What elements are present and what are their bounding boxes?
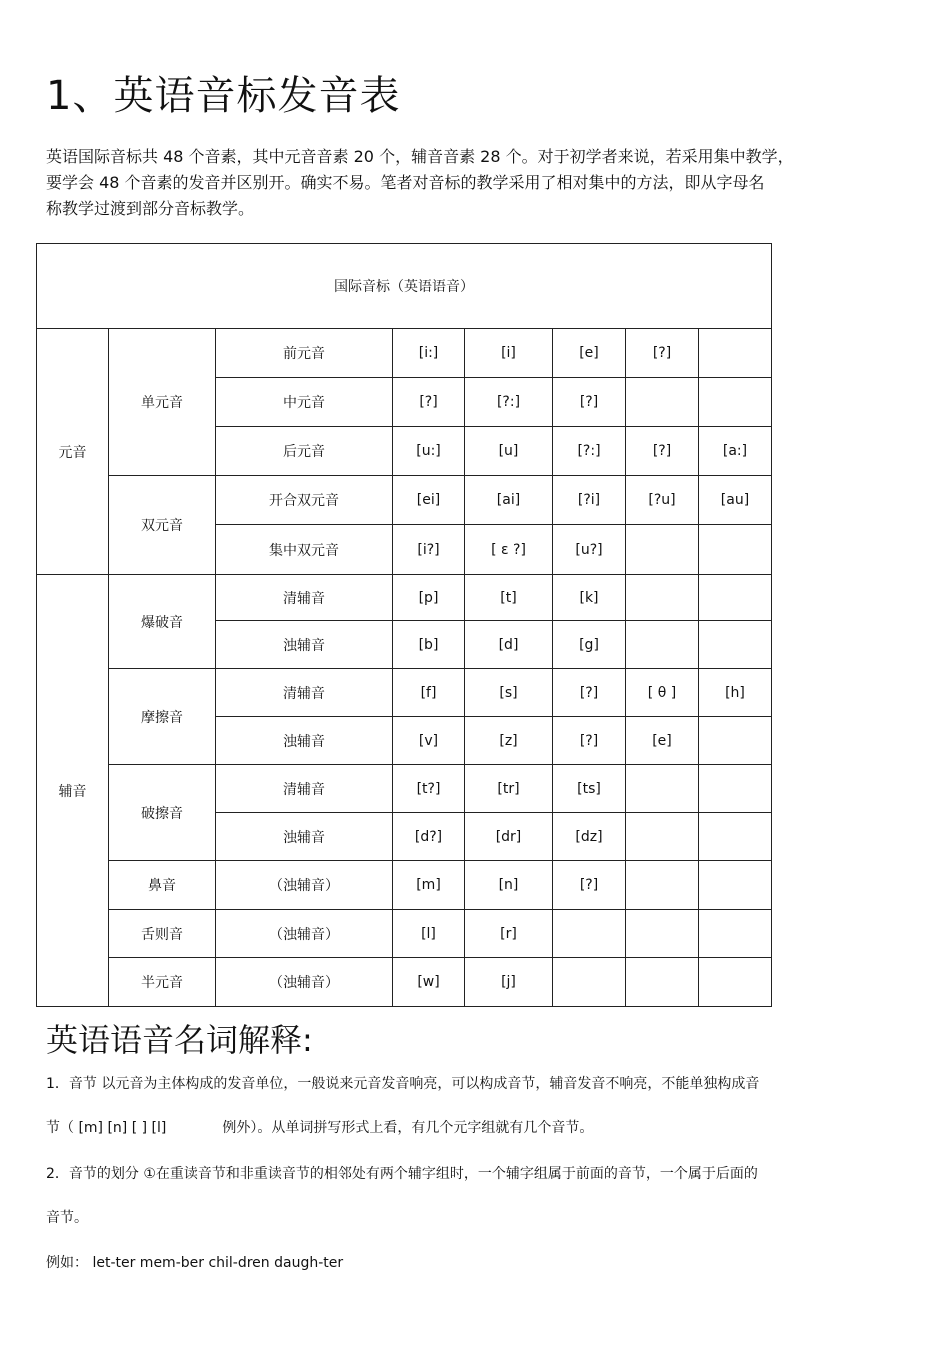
phoneme-cell: [?] [553,717,626,765]
phoneme-cell [699,717,772,765]
table-row [37,476,772,525]
paragraph-fragment: 节（ [m] [n] [ ] [l] [46,1120,167,1136]
phoneme-cell [699,525,772,575]
phoneme-cell: [f] [393,669,465,717]
phoneme-cell: [ei] [393,476,465,525]
phoneme-cell: [ai] [465,476,553,525]
phoneme-cell: [a:] [699,427,772,476]
phoneme-cell [699,813,772,861]
phoneme-cell: [ θ ] [626,669,699,717]
phoneme-cell: [p] [393,575,465,621]
section-heading: 英语语音名词解释: [46,1021,313,1059]
phoneme-cell [699,861,772,910]
subcategory-cell: （浊辅音） [216,958,393,1007]
subcategory-cell: （浊辅音） [216,861,393,910]
phoneme-cell [626,765,699,813]
intro-line: 称教学过渡到部分音标教学。 [46,199,255,218]
table-row [37,329,772,378]
phoneme-cell: [e] [553,329,626,378]
phoneme-cell: [?] [626,427,699,476]
phoneme-cell [626,378,699,427]
table-row [37,861,772,910]
category-cell: 摩擦音 [109,669,216,765]
phoneme-cell: [k] [553,575,626,621]
subcategory-cell: 集中双元音 [216,525,393,575]
phoneme-cell: [b] [393,621,465,669]
category-cell: 鼻音 [109,861,216,910]
phoneme-cell: [ts] [553,765,626,813]
phoneme-cell [699,765,772,813]
intro-line: 英语国际音标共 48 个音素，其中元音音素 20 个，辅音音素 28 个。对于初学者来说，若采用集中教学， [46,147,794,166]
phoneme-cell [699,621,772,669]
phoneme-cell: [w] [393,958,465,1007]
phoneme-cell: [tr] [465,765,553,813]
subcategory-cell: 清辅音 [216,765,393,813]
table-row [37,910,772,958]
category-cell: 单元音 [109,329,216,476]
phoneme-cell [626,910,699,958]
phoneme-cell [626,861,699,910]
paragraph-line: 音节。 [46,1210,88,1226]
page-title: 1、英语音标发音表 [46,73,401,119]
phoneme-cell [553,910,626,958]
phoneme-cell: [?:] [553,427,626,476]
intro-line: 要学会 48 个音素的发音并区别开。确实不易。笔者对音标的教学采用了相对集中的方法，即从字母名 [46,173,765,192]
phoneme-cell: [au] [699,476,772,525]
phoneme-cell: [r] [465,910,553,958]
phoneme-cell: [?] [553,669,626,717]
category-cell: 爆破音 [109,575,216,669]
phoneme-cell: [t?] [393,765,465,813]
phoneme-cell: [u:] [393,427,465,476]
phoneme-cell: [h] [699,669,772,717]
phoneme-cell: [?] [553,378,626,427]
phoneme-cell [699,958,772,1007]
table-row [37,958,772,1007]
phoneme-cell: [j] [465,958,553,1007]
phoneme-cell: [?u] [626,476,699,525]
phoneme-cell: [n] [465,861,553,910]
category-cell: 双元音 [109,476,216,575]
subcategory-cell: 清辅音 [216,669,393,717]
phoneme-cell: [e] [626,717,699,765]
phoneme-cell [626,575,699,621]
phoneme-cell: [?] [393,378,465,427]
phoneme-cell: [d] [465,621,553,669]
phoneme-cell: [?] [553,861,626,910]
table-header: 国际音标（英语语音） [37,244,772,329]
phoneme-cell: [v] [393,717,465,765]
phoneme-cell: [?:] [465,378,553,427]
paragraph-fragment: 例外）。从单词拼写形式上看，有几个元字组就有几个音节。 [222,1120,594,1136]
example-line: 例如： let-ter mem-ber chil-dren daugh-ter [46,1255,344,1271]
paragraph-line [46,1117,593,1137]
table-row [37,669,772,717]
subcategory-cell: 后元音 [216,427,393,476]
phoneme-cell [626,813,699,861]
phoneme-cell [626,525,699,575]
category-cell: 舌则音 [109,910,216,958]
phoneme-cell: [i:] [393,329,465,378]
subcategory-cell: 浊辅音 [216,621,393,669]
subcategory-cell: 浊辅音 [216,717,393,765]
phoneme-cell: [dr] [465,813,553,861]
subcategory-cell: 中元音 [216,378,393,427]
category-cell: 元音 [37,329,109,575]
category-cell: 破擦音 [109,765,216,861]
phoneme-cell: [l] [393,910,465,958]
table-row [37,575,772,621]
category-cell: 辅音 [37,575,109,1007]
intro-paragraph [46,144,896,222]
phoneme-cell [699,910,772,958]
phoneme-cell: [u?] [553,525,626,575]
phoneme-cell [699,575,772,621]
phoneme-cell: [s] [465,669,553,717]
phoneme-cell: [t] [465,575,553,621]
phoneme-cell: [i] [465,329,553,378]
phoneme-cell [626,958,699,1007]
phoneme-cell [553,958,626,1007]
phoneme-cell: [z] [465,717,553,765]
phoneme-cell: [g] [553,621,626,669]
phoneme-cell: [m] [393,861,465,910]
subcategory-cell: 浊辅音 [216,813,393,861]
phoneme-cell: [?i] [553,476,626,525]
phoneme-cell [626,621,699,669]
table-row [37,765,772,813]
phoneme-cell: [i?] [393,525,465,575]
ipa-table [36,243,772,1007]
phoneme-cell: [u] [465,427,553,476]
subcategory-cell: 清辅音 [216,575,393,621]
phoneme-cell [699,378,772,427]
paragraph-line: 2．音节的划分 ①在重读音节和非重读音节的相邻处有两个辅字组时，一个辅字组属于前面的音节，一个属于后面的 [46,1166,758,1182]
category-cell: 半元音 [109,958,216,1007]
subcategory-cell: 前元音 [216,329,393,378]
phoneme-cell [699,329,772,378]
subcategory-cell: （浊辅音） [216,910,393,958]
phoneme-cell: [d?] [393,813,465,861]
subcategory-cell: 开合双元音 [216,476,393,525]
phoneme-cell: [ ε ?] [465,525,553,575]
phoneme-cell: [?] [626,329,699,378]
paragraph-line: 1．音节 以元音为主体构成的发音单位，一般说来元音发音响亮，可以构成音节，辅音发音不响亮，不能单独构成音 [46,1076,760,1092]
phoneme-cell: [dz] [553,813,626,861]
